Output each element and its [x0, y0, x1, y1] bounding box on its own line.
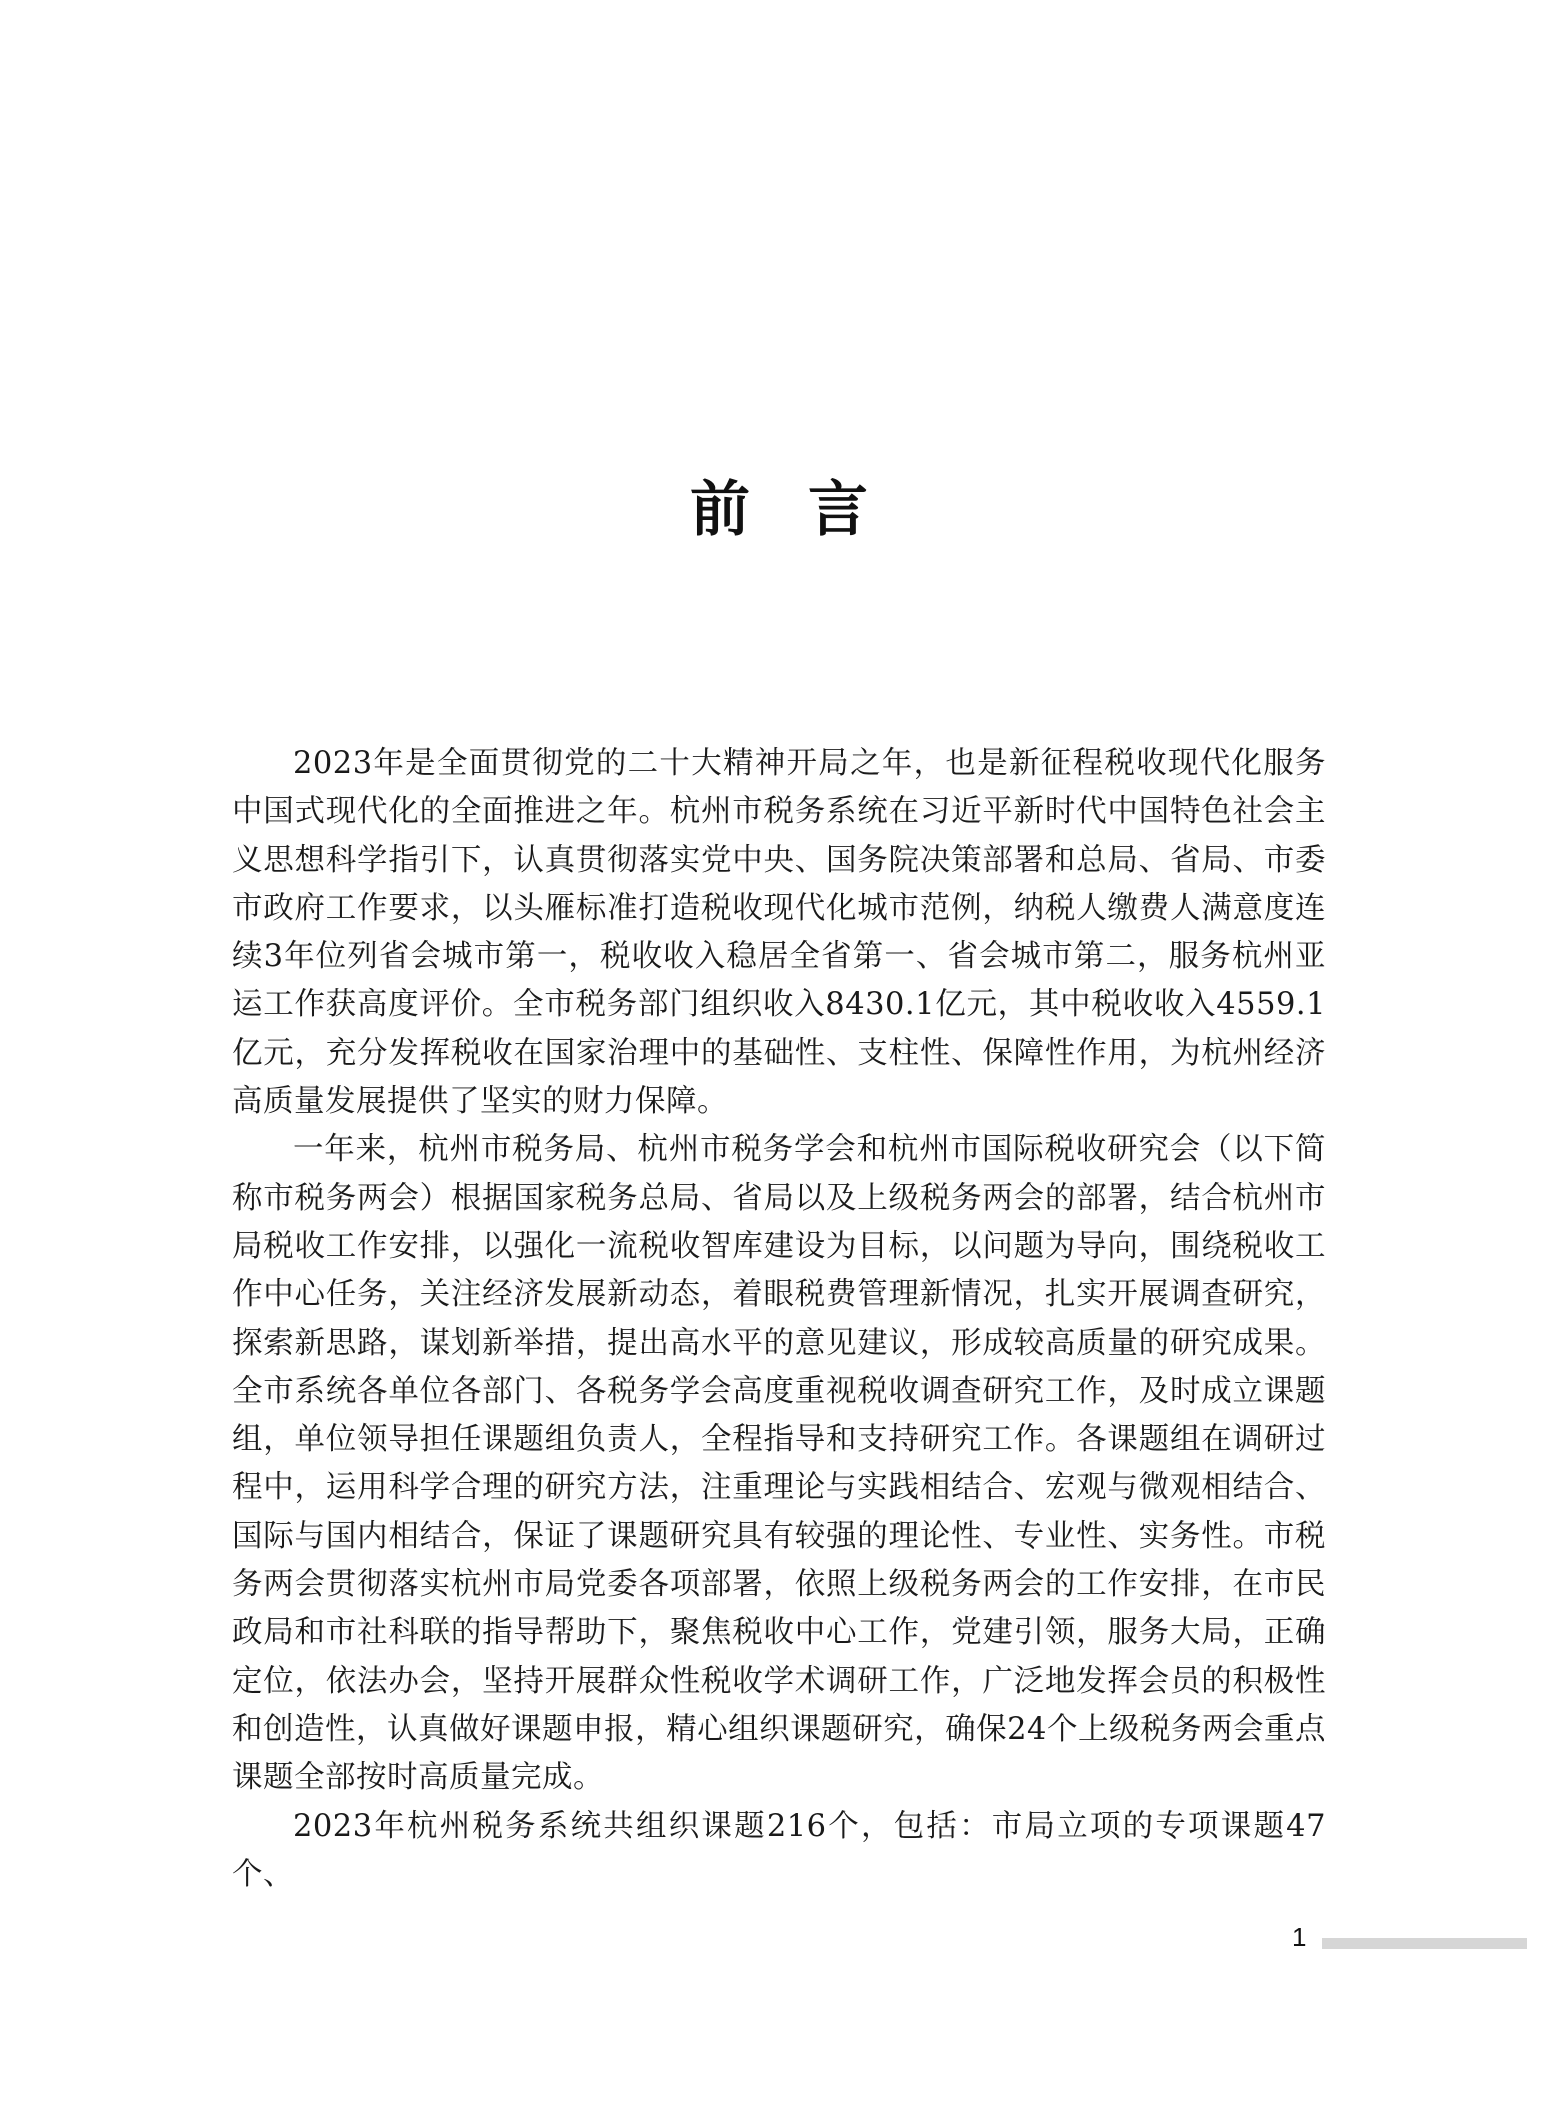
page-title: 前言	[690, 475, 926, 545]
paragraph-3: 2023年杭州税务系统共组织课题216个，包括：市局立项的专项课题47个、	[232, 1808, 1326, 1892]
body-text	[232, 740, 1326, 1899]
page-number-bar	[1322, 1938, 1527, 1949]
paragraph-2: 一年来，杭州市税务局、杭州市税务学会和杭州市国际税收研究会（以下简称市税务两会）根据国家税务总局、省局以及上级税务两会的部署，结合杭州市局税收工作安排，以强化一流税收智库建设为目标，以问题为导向，围绕税收工作中心任务，关注经济发展新动态，着眼税费管理新情况，扎实开展调查研究，探索新思路，谋划新举措，提出高水平的意见建议，形成较高质量的研究成果。全市系统各单位各部门、各税务学会高度重视税收调查研究工作，及时成立课题组，单位领导担任课题组负责人，全程指导和支持研究工作。各课题组在调研过程中，运用科学合理的研究方法，注重理论与实践相结合、宏观与微观相结合、国际与国内相结合，保证了课题研究具有较强的理论性、专业性、实务性。市税务两会贯彻落实杭州市局党委各项部署，依照上级税务两会的工作安排，在市民政局和市社科联的指导帮助下，聚焦税收中心工作，党建引领，服务大局，正确定位，依法办会，坚持开展群众性税收学术调研工作，广泛地发挥会员的积极性和创造性，认真做好课题申报，精心组织课题研究，确保24个上级税务两会重点课题全部按时高质量完成。	[232, 1132, 1326, 1796]
page-number: 1	[1292, 1922, 1307, 1952]
paragraph-1: 2023年是全面贯彻党的二十大精神开局之年，也是新征程税收现代化服务中国式现代化的全面推进之年。杭州市税务系统在习近平新时代中国特色社会主义思想科学指引下，认真贯彻落实党中央、国务院决策部署和总局、省局、市委市政府工作要求，以头雁标准打造税收现代化城市范例，纳税人缴费人满意度连续3年位列省会城市第一，税收收入稳居全省第一、省会城市第二，服务杭州亚运工作获高度评价。全市税务部门组织收入8430.1亿元，其中税收收入4559.1亿元，充分发挥税收在国家治理中的基础性、支柱性、保障性作用，为杭州经济高质量发展提供了坚实的财力保障。	[232, 746, 1326, 1120]
